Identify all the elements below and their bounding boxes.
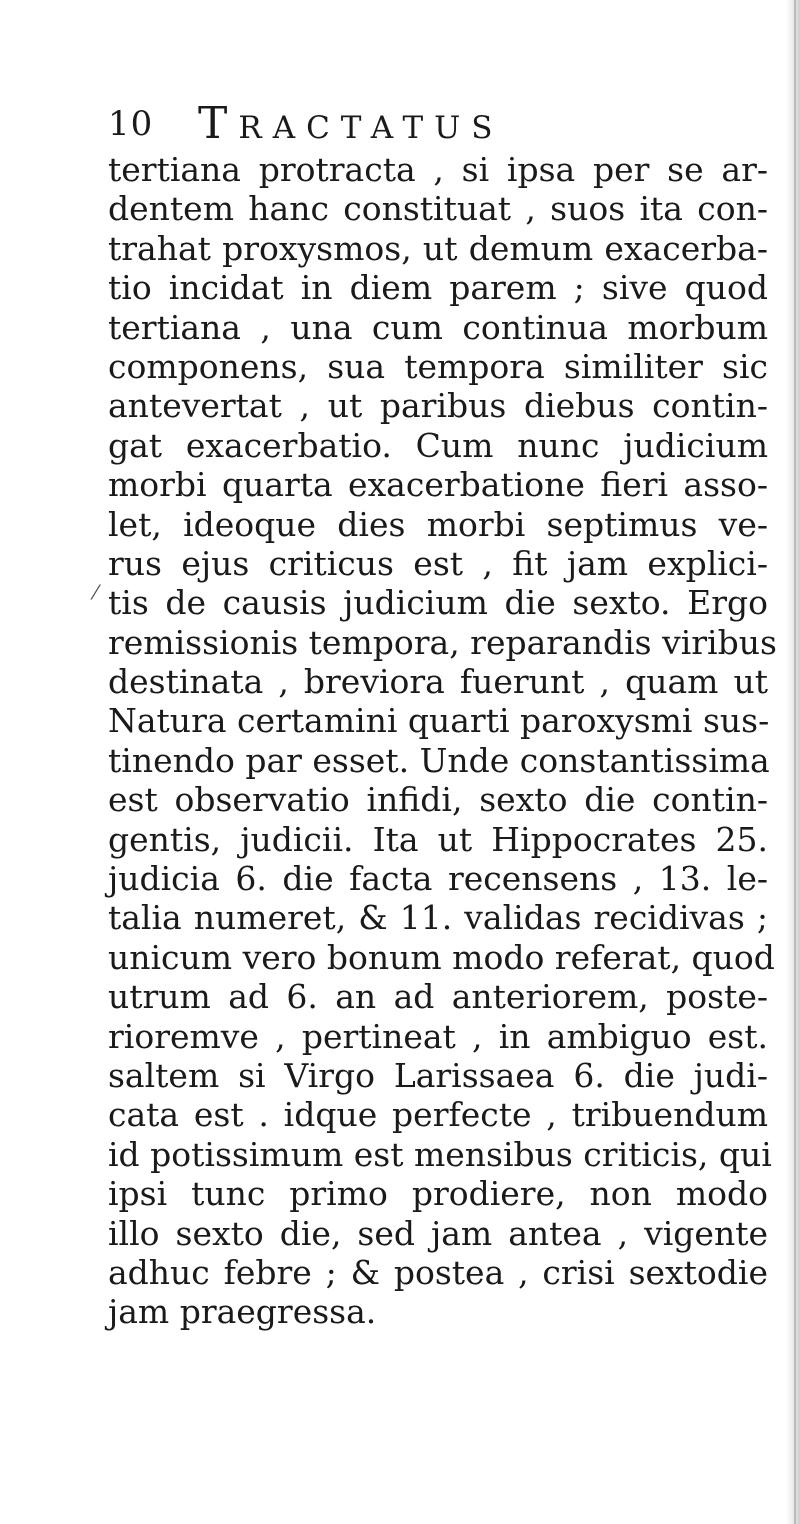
- text-line: dentem hanc constituat , suos ita con-: [108, 189, 768, 229]
- text-line: judicia 6. die facta recensens , 13. le-: [108, 859, 768, 899]
- page-number: 10: [108, 104, 154, 144]
- text-line: jam praegressa.: [108, 1292, 377, 1332]
- text-line: gentis, judicii. Ita ut Hippocrates 25.: [108, 819, 768, 859]
- text-line: unicum vero bonum modo referat, quod: [108, 937, 775, 977]
- text-line: adhuc febre ; & postea , crisi sextodie: [108, 1252, 768, 1292]
- stray-ink-mark: ⁄: [94, 580, 98, 604]
- text-line: tis de causis judicium die sexto. Ergo: [108, 583, 768, 623]
- text-line: tinendo par esset. Unde constantissima: [108, 740, 770, 780]
- text-line: rioremve , pertineat , in ambiguo est.: [108, 1016, 768, 1056]
- text-line: talia numeret, & 11. validas recidivas ;: [108, 898, 768, 938]
- text-line: antevertat , ut paribus diebus contin-: [108, 386, 768, 426]
- text-line: morbi quarta exacerbatione fieri asso-: [108, 465, 768, 505]
- text-line: saltem si Virgo Larissaea 6. die judi-: [108, 1055, 768, 1095]
- text-line: cata est . idque perfecte , tribuendum: [108, 1095, 768, 1135]
- text-line: componens, sua tempora similiter sic: [108, 346, 768, 386]
- text-line: id potissimum est mensibus criticis, qui: [108, 1134, 772, 1174]
- running-head: Tractatus: [198, 98, 504, 149]
- text-line: rus ejus criticus est , fit jam explici-: [108, 543, 768, 583]
- text-line: tertiana protracta , si ipsa per se ar-: [108, 150, 768, 189]
- text-line: destinata , breviora fuerunt , quam ut: [108, 662, 768, 702]
- text-line: utrum ad 6. an ad anteriorem, poste-: [108, 977, 768, 1017]
- text-line: trahat proxysmos, ut demum exacerba-: [108, 228, 768, 268]
- text-line: illo sexto die, sed jam antea , vigente: [108, 1213, 768, 1253]
- text-line: tio incidat in diem parem ; sive quod: [108, 268, 768, 308]
- text-line: tertiana , una cum continua morbum: [108, 307, 768, 347]
- page-edge-shadow: [786, 0, 800, 1524]
- text-line: Natura certamini quarti paroxysmi sus-: [108, 701, 770, 741]
- page-header: [108, 98, 748, 148]
- text-line: let, ideoque dies morbi septimus ve-: [108, 504, 768, 544]
- body-text: [108, 150, 777, 1332]
- text-line: ipsi tunc primo prodiere, non modo: [108, 1174, 768, 1214]
- text-line: gat exacerbatio. Cum nunc judicium: [108, 425, 768, 465]
- text-line: est observatio infidi, sexto die contin-: [108, 780, 768, 820]
- text-line: remissionis tempora, reparandis viribus: [108, 622, 777, 662]
- page-edge-line: [794, 0, 796, 1524]
